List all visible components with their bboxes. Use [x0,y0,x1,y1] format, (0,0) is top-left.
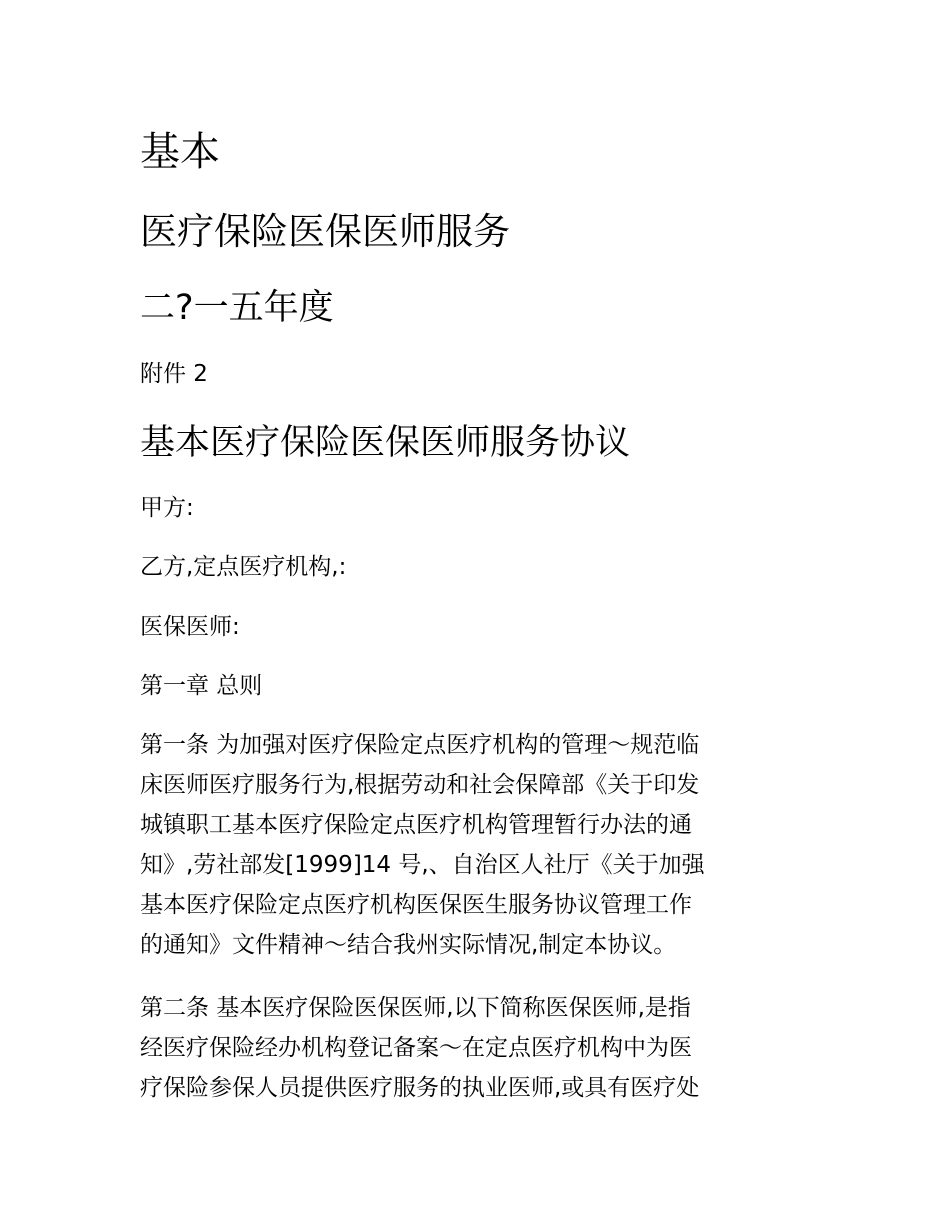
chapter-heading: 第一章 总则 [140,673,263,699]
paragraph-line: 第一条 为加强对医疗保险定点医疗机构的管理～规范临 [140,732,700,758]
doctor-field: 医保医师: [140,614,240,640]
article-one-paragraph [140,725,820,965]
document-title-line-1: 基本 [140,129,220,175]
party-b-field: 乙方,定点医疗机构,: [140,554,347,580]
paragraph-line: 第二条 基本医疗保险医保医师,以下简称医保医师,是指 [140,995,691,1021]
attachment-label: 附件 2 [140,361,208,387]
paragraph-line: 经医疗保险经办机构登记备案～在定点医疗机构中为医 [140,1035,692,1061]
article-two-paragraph [140,988,820,1108]
paragraph-line: 知》,劳社部发[1999]14 号,、自治区人社厅《关于加强 [140,852,705,878]
agreement-title: 基本医疗保险医保医师服务协议 [140,423,631,463]
paragraph-line: 床医师医疗服务行为,根据劳动和社会保障部《关于印发 [140,772,700,798]
paragraph-line: 疗保险参保人员提供医疗服务的执业医师,或具有医疗处 [140,1075,700,1101]
paragraph-line: 基本医疗保险定点医疗机构医保医生服务协议管理工作 [140,892,692,918]
party-a-field: 甲方: [140,495,194,521]
paragraph-line: 的通知》文件精神～结合我州实际情况,制定本协议。 [140,932,677,958]
document-title-line-2: 医疗保险医保医师服务 [140,210,510,253]
document-title-year: 二?一五年度 [140,288,334,328]
paragraph-line: 城镇职工基本医疗保险定点医疗机构管理暂行办法的通 [140,812,692,838]
